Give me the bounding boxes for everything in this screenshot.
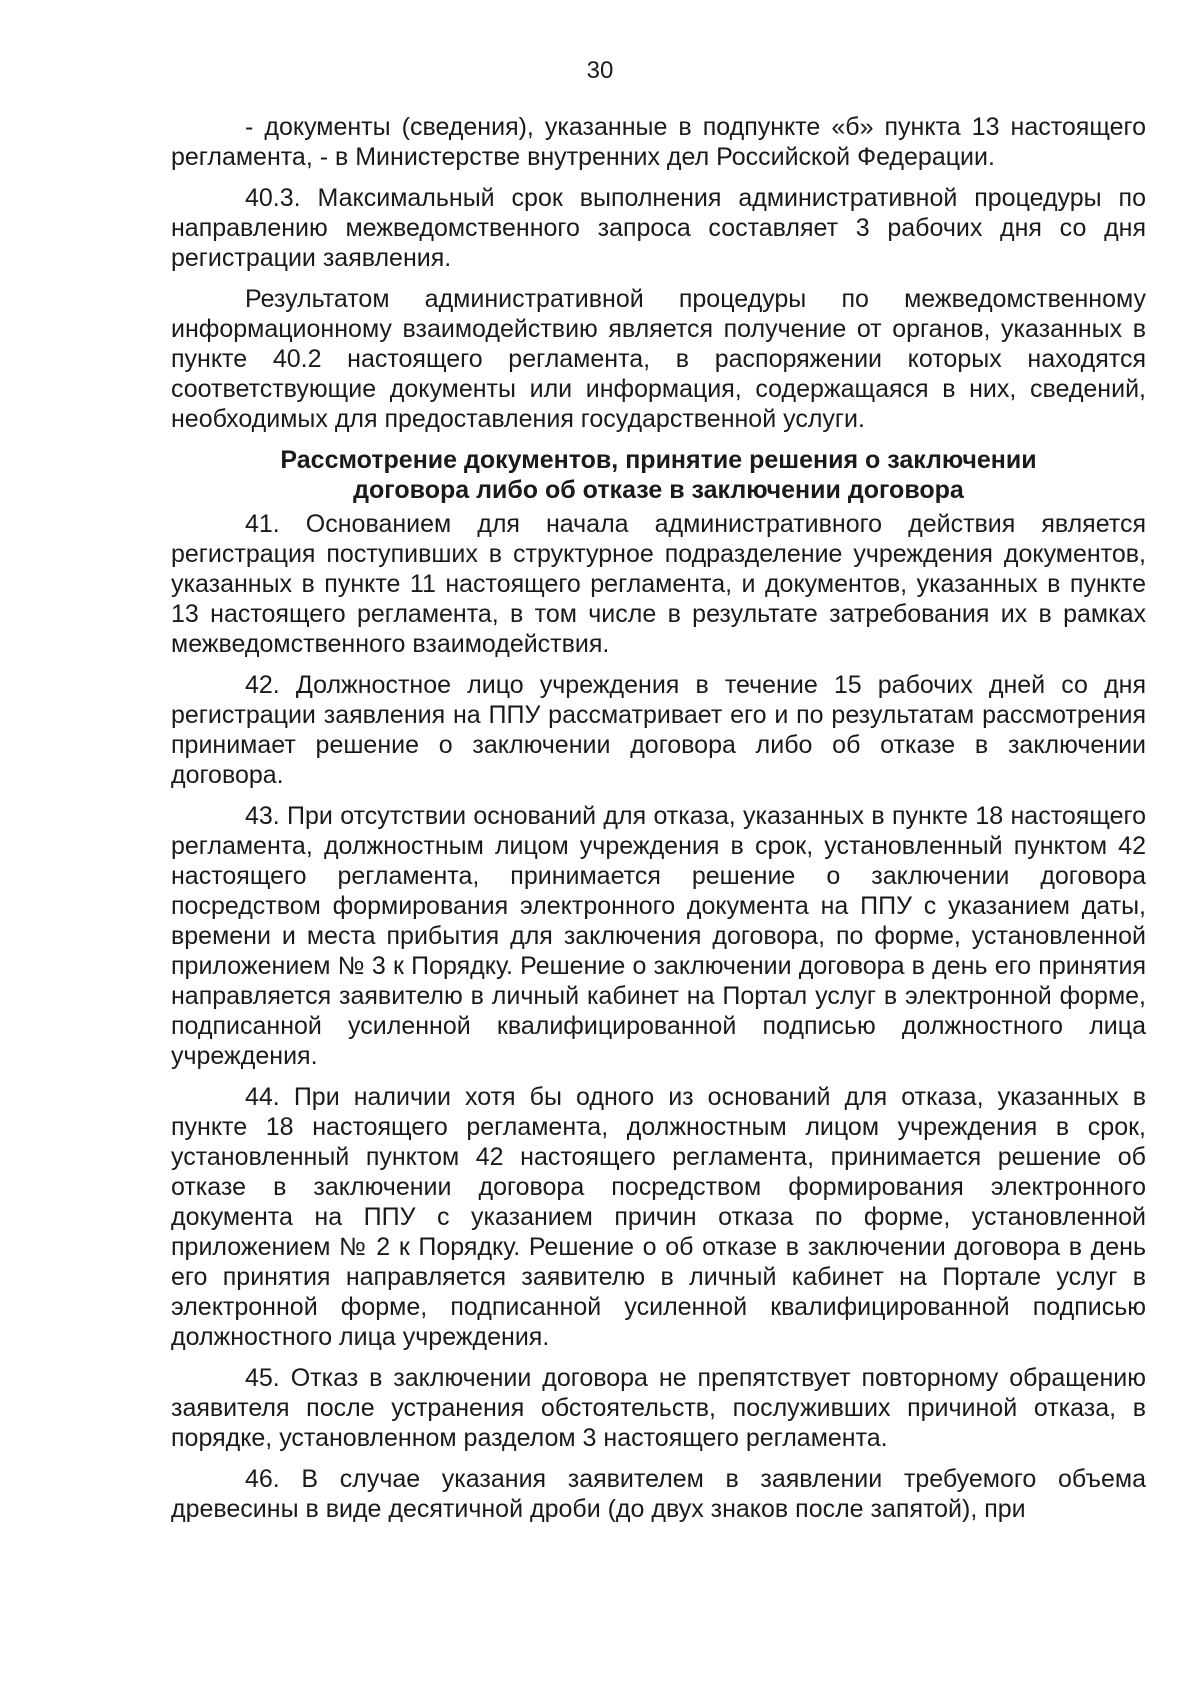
paragraph-result-interaction: Результатом административной процедуры по межведомственному информационному взаимодействию является получение от органов, указанных в пункте 40.2 настоящего регламента, в распоряжении которых находятся соответствующие документы или информация, содержащаяся в них, сведений, необходимых для предоставления государственной услуги.	[171, 285, 1146, 433]
paragraph-documents-mvd: - документы (сведения), указанные в подпункте «б» пункта 13 настоящего регламента, - в Министерстве внутренних дел Российской Федерации.	[171, 113, 1146, 171]
paragraph-40-3: 40.3. Максимальный срок выполнения административной процедуры по направлению межведомственного запроса составляет 3 рабочих дня со дня регистрации заявления.	[171, 184, 1146, 272]
paragraph-43: 43. При отсутствии оснований для отказа, указанных в пункте 18 настоящего регламента, должностным лицом учреждения в срок, установленный пунктом 42 настоящего регламента, принимается решение о заключении договора посредством формирования электронного документа на ППУ с указанием даты, времени и места прибытия для заключения договора, по форме, установленной приложением № 3 к Порядку. Решение о заключении договора в день его принятия направляется заявителю в личный кабинет на Портал услуг в электронной форме, подписанной усиленной квалифицированной подписью должностного лица учреждения.	[171, 802, 1146, 1070]
document-body	[171, 112, 1146, 1535]
paragraph-41: 41. Основанием для начала административного действия является регистрация поступивших в структурное подразделение учреждения документов, указанных в пункте 11 настоящего регламента, и документов, указанных в пункте 13 настоящего регламента, в том числе в результате затребования их в рамках межведомственного взаимодействия.	[171, 510, 1146, 658]
section-heading-line-1: Рассмотрение документов, принятие решения о заключении	[280, 446, 1037, 474]
paragraph-42: 42. Должностное лицо учреждения в течение 15 рабочих дней со дня регистрации заявления на ППУ рассматривает его и по результатам рассмотрения принимает решение о заключении договора либо об отказе в заключении договора.	[171, 671, 1146, 789]
paragraph-44: 44. При наличии хотя бы одного из оснований для отказа, указанных в пункте 18 настоящего регламента, должностным лицом учреждения в срок, установленный пунктом 42 настоящего регламента, принимается решение об отказе в заключении договора посредством формирования электронного документа на ППУ с указанием причин отказа по форме, установленной приложением № 2 к Порядку. Решение о об отказе в заключении договора в день его принятия направляется заявителю в личный кабинет на Портале услуг в электронной форме, подписанной усиленной квалифицированной подписью должностного лица учреждения.	[171, 1083, 1146, 1351]
page-number: 30	[586, 57, 614, 84]
paragraph-45: 45. Отказ в заключении договора не препятствует повторному обращению заявителя после устранения обстоятельств, послуживших причиной отказа, в порядке, установленном разделом 3 настоящего регламента.	[171, 1364, 1146, 1452]
paragraph-46: 46. В случае указания заявителем в заявлении требуемого объема древесины в виде десятичной дроби (до двух знаков после запятой), при	[171, 1465, 1146, 1523]
section-heading	[171, 445, 1146, 505]
section-heading-line-2: договора либо об отказе в заключении договора	[353, 476, 964, 504]
